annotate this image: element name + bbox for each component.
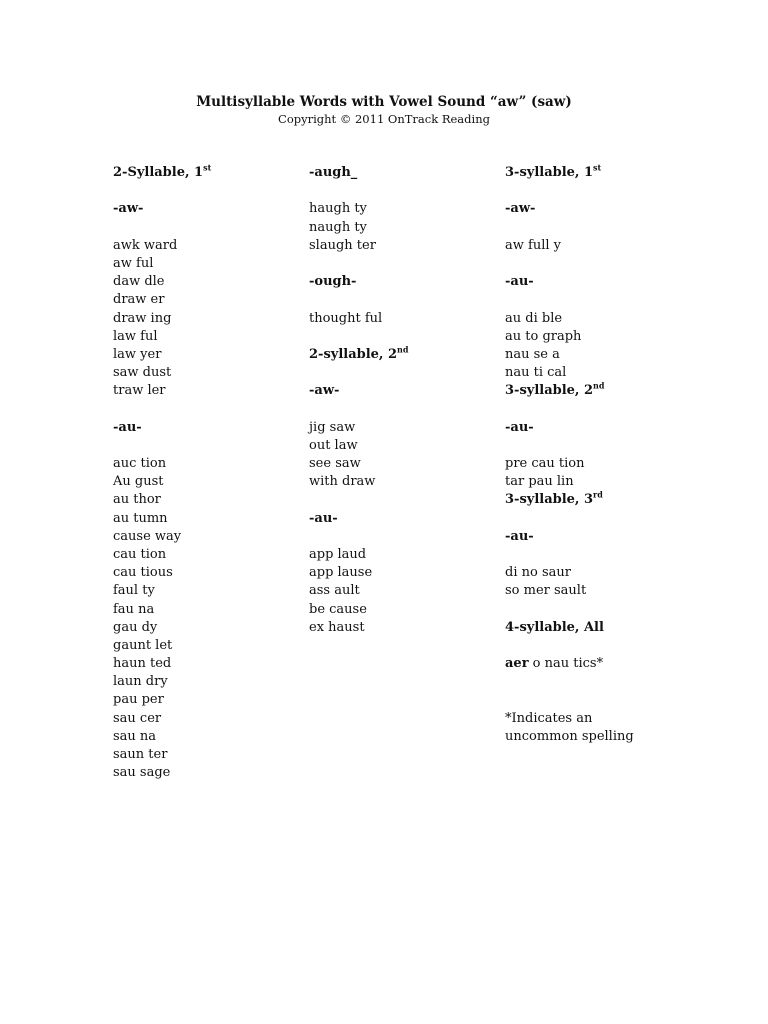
word-entry [505, 364, 695, 382]
word-text: traw ler [113, 383, 166, 399]
word-entry [309, 237, 499, 255]
heading-text: -augh_ [309, 165, 358, 180]
word-text: au di ble [505, 310, 563, 326]
blank-line [505, 219, 695, 237]
section-heading [113, 164, 303, 182]
word-entry [113, 491, 303, 509]
ordinal-suffix: st [203, 162, 212, 173]
word-text: au tumn [113, 510, 168, 526]
heading-text: -aw- [505, 201, 536, 217]
column-three-four-syllable [505, 164, 695, 746]
word-entry [505, 346, 695, 364]
word-entry [309, 219, 499, 237]
word-text: aw ful [113, 255, 154, 271]
section-heading [309, 510, 499, 528]
word-entry [309, 310, 499, 328]
word-text: sau na [113, 728, 157, 744]
bold-syllable: aer [505, 656, 529, 672]
word-text: di no saur [505, 565, 571, 581]
heading-text: 3-syllable, 2 [505, 383, 594, 399]
word-entry [505, 710, 695, 728]
word-entry [113, 455, 303, 473]
word-text: sau sage [113, 765, 171, 781]
section-heading [309, 382, 499, 400]
word-text: law ful [113, 328, 158, 344]
word-entry [113, 691, 303, 709]
page-title: Multisyllable Words with Vowel Sound “aw” (saw) [196, 94, 572, 110]
blank-line [113, 219, 303, 237]
section-heading [309, 164, 499, 182]
word-entry [309, 582, 499, 600]
word-text: see saw [309, 456, 361, 471]
ordinal-suffix: nd [593, 380, 605, 391]
word-entry [113, 601, 303, 619]
word-entry [309, 437, 499, 455]
word-text: be cause [309, 601, 367, 617]
word-text: cau tion [113, 546, 167, 562]
word-text: sau cer [113, 710, 162, 726]
word-text: jig saw [309, 419, 356, 435]
word-entry [113, 764, 303, 782]
word-text: cau tious [113, 565, 173, 581]
blank-line [505, 437, 695, 455]
section-heading [505, 619, 695, 637]
section-heading [505, 273, 695, 291]
section-heading [113, 419, 303, 437]
heading-text: -aw- [113, 201, 144, 217]
word-text: naugh ty [309, 219, 367, 235]
word-entry [113, 291, 303, 309]
word-entry [113, 582, 303, 600]
blank-line [505, 255, 695, 273]
word-entry [113, 510, 303, 528]
heading-text: -au- [309, 510, 338, 526]
blank-line [309, 400, 499, 418]
word-text: nau se a [505, 346, 560, 362]
word-entry [113, 273, 303, 291]
word-text: au to graph [505, 328, 582, 344]
heading-text: -au- [505, 528, 534, 544]
heading-text: -aw- [309, 383, 340, 399]
word-text: draw er [113, 292, 165, 308]
word-text: ass ault [309, 583, 360, 599]
word-text: thought ful [309, 310, 383, 326]
word-text: laun dry [113, 674, 168, 690]
heading-text: 3-syllable, 1 [505, 165, 594, 180]
word-text: aw full y [505, 237, 561, 253]
heading-text: 2-Syllable, 1 [113, 165, 204, 180]
section-heading [505, 164, 695, 182]
word-text: cause way [113, 528, 182, 544]
word-text: haun ted [113, 656, 172, 672]
word-entry [505, 455, 695, 473]
word-text: slaugh ter [309, 237, 376, 253]
word-entry [113, 346, 303, 364]
word-entry [505, 473, 695, 491]
blank-line [309, 328, 499, 346]
word-entry [309, 564, 499, 582]
blank-line [113, 182, 303, 200]
word-text: Au gust [113, 474, 164, 490]
word-remainder: o nau tics* [528, 656, 604, 672]
blank-line [505, 400, 695, 418]
section-heading [113, 200, 303, 218]
word-entry [113, 746, 303, 764]
heading-text: 2-syllable, 2 [309, 346, 398, 362]
word-text: *Indicates an [505, 710, 593, 726]
blank-line [505, 182, 695, 200]
word-text: out law [309, 437, 358, 453]
word-text: faul ty [113, 583, 155, 599]
copyright-notice: Copyright © 2011 OnTrack Reading [278, 112, 490, 126]
word-text: gau dy [113, 619, 158, 635]
word-text: au thor [113, 492, 161, 508]
word-entry [309, 473, 499, 491]
word-entry [505, 328, 695, 346]
word-entry [505, 237, 695, 255]
blank-line [505, 510, 695, 528]
word-entry [113, 310, 303, 328]
word-text: tar pau lin [505, 474, 574, 490]
ordinal-suffix: st [593, 162, 602, 173]
word-entry [113, 710, 303, 728]
word-entry [113, 655, 303, 673]
heading-text: -au- [113, 419, 142, 435]
section-heading [505, 528, 695, 546]
word-text: app laud [309, 546, 367, 562]
word-text: fau na [113, 601, 155, 617]
word-entry [309, 619, 499, 637]
section-heading [309, 346, 499, 364]
word-entry [309, 601, 499, 619]
blank-line [309, 182, 499, 200]
blank-line [309, 291, 499, 309]
word-entry [505, 582, 695, 600]
blank-line [113, 400, 303, 418]
word-entry [113, 237, 303, 255]
blank-line [505, 291, 695, 309]
word-entry [113, 528, 303, 546]
column-two-syllable-first [113, 164, 303, 782]
word-text: saw dust [113, 365, 172, 381]
word-text: daw dle [113, 274, 165, 290]
word-text: ex haust [309, 619, 365, 635]
word-text: haugh ty [309, 201, 367, 217]
ordinal-suffix: rd [593, 490, 603, 501]
word-text: draw ing [113, 310, 172, 326]
word-entry [505, 728, 695, 746]
word-entry [309, 455, 499, 473]
blank-line [309, 528, 499, 546]
blank-line [505, 546, 695, 564]
word-entry [113, 364, 303, 382]
blank-line [309, 255, 499, 273]
word-entry [113, 728, 303, 746]
column-augh-ough-second [309, 164, 499, 637]
word-text: uncommon spelling [505, 728, 634, 744]
word-entry [113, 619, 303, 637]
word-entry [309, 419, 499, 437]
blank-line [505, 691, 695, 709]
section-heading [309, 273, 499, 291]
heading-text: -au- [505, 274, 534, 290]
word-text: awk ward [113, 237, 178, 253]
word-entry [309, 546, 499, 564]
heading-text: -au- [505, 419, 534, 435]
blank-line [505, 637, 695, 655]
heading-text: 3-syllable, 3 [505, 492, 594, 508]
word-entry [505, 564, 695, 582]
section-heading [505, 382, 695, 400]
section-heading [505, 419, 695, 437]
word-text: with draw [309, 474, 376, 490]
section-heading [505, 200, 695, 218]
blank-line [309, 364, 499, 382]
word-entry [113, 673, 303, 691]
word-text: app lause [309, 565, 373, 581]
word-text: pau per [113, 692, 164, 708]
heading-text: -ough- [309, 274, 357, 290]
word-text: auc tion [113, 456, 167, 471]
word-entry [113, 546, 303, 564]
word-entry [113, 637, 303, 655]
word-entry [113, 255, 303, 273]
word-entry [113, 564, 303, 582]
word-entry [113, 473, 303, 491]
word-text: saun ter [113, 747, 168, 762]
word-text: nau ti cal [505, 365, 567, 381]
blank-line [505, 601, 695, 619]
word-entry [505, 655, 695, 673]
ordinal-suffix: nd [397, 344, 409, 355]
section-heading [505, 491, 695, 509]
blank-line [113, 437, 303, 455]
word-entry [309, 200, 499, 218]
blank-line [309, 491, 499, 509]
word-entry [113, 382, 303, 400]
word-text: gaunt let [113, 637, 173, 653]
word-text: law yer [113, 346, 162, 362]
word-entry [113, 328, 303, 346]
blank-line [505, 673, 695, 691]
word-entry [505, 310, 695, 328]
word-text: so mer sault [505, 583, 587, 599]
heading-text: 4-syllable, All [505, 619, 604, 635]
word-text: pre cau tion [505, 456, 585, 471]
